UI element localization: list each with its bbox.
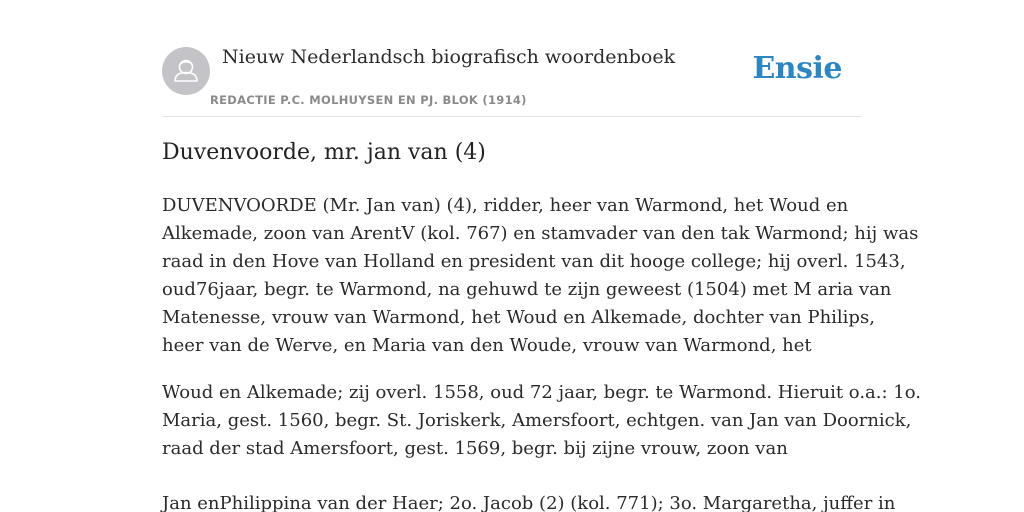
- avatar[interactable]: [162, 47, 210, 95]
- article-title: Duvenvoorde, mr. jan van (4): [162, 140, 486, 165]
- text-line: Maria, gest. 1560, begr. St. Joriskerk, Amersfoort, echtgen. van Jan van Doornick,: [162, 410, 912, 431]
- source-title[interactable]: Nieuw Nederlandsch biografisch woordenboek: [222, 46, 676, 68]
- text-line: DUVENVOORDE (Mr. Jan van) (4), ridder, heer van Warmond, het Woud en: [162, 195, 849, 216]
- article-paragraph: [162, 192, 919, 360]
- text-line: raad der stad Amersfoort, gest. 1569, begr. bij zijne vrouw, zoon van: [162, 438, 788, 459]
- source-header: [162, 42, 862, 117]
- text-line: Matenesse, vrouw van Warmond, het Woud en Alkemade, dochter van Philips,: [162, 307, 875, 328]
- source-editors: REDACTIE P.C. MOLHUYSEN EN PJ. BLOK (1914): [210, 93, 527, 107]
- text-line: oud76jaar, begr. te Warmond, na gehuwd te zijn geweest (1504) met M aria van: [162, 279, 892, 300]
- text-line: Alkemade, zoon van ArentV (kol. 767) en stamvader van den tak Warmond; hij was: [162, 223, 919, 244]
- text-line: Jan enPhilippina van der Haer; 2o. Jacob (2) (kol. 771); 3o. Margaretha, juffer in: [162, 493, 896, 512]
- text-line: raad in den Hove van Holland en president van dit hooge college; hij overl. 1543,: [162, 251, 906, 272]
- article-paragraph: [162, 379, 921, 463]
- text-line: heer van de Werve, en Maria van den Woude, vrouw van Warmond, het: [162, 335, 812, 356]
- ensie-logo[interactable]: Ensie: [752, 51, 842, 86]
- article-paragraph: [162, 490, 896, 512]
- text-line: Woud en Alkemade; zij overl. 1558, oud 72 jaar, begr. te Warmond. Hieruit o.a.: 1o.: [162, 382, 921, 403]
- user-icon: [162, 47, 210, 95]
